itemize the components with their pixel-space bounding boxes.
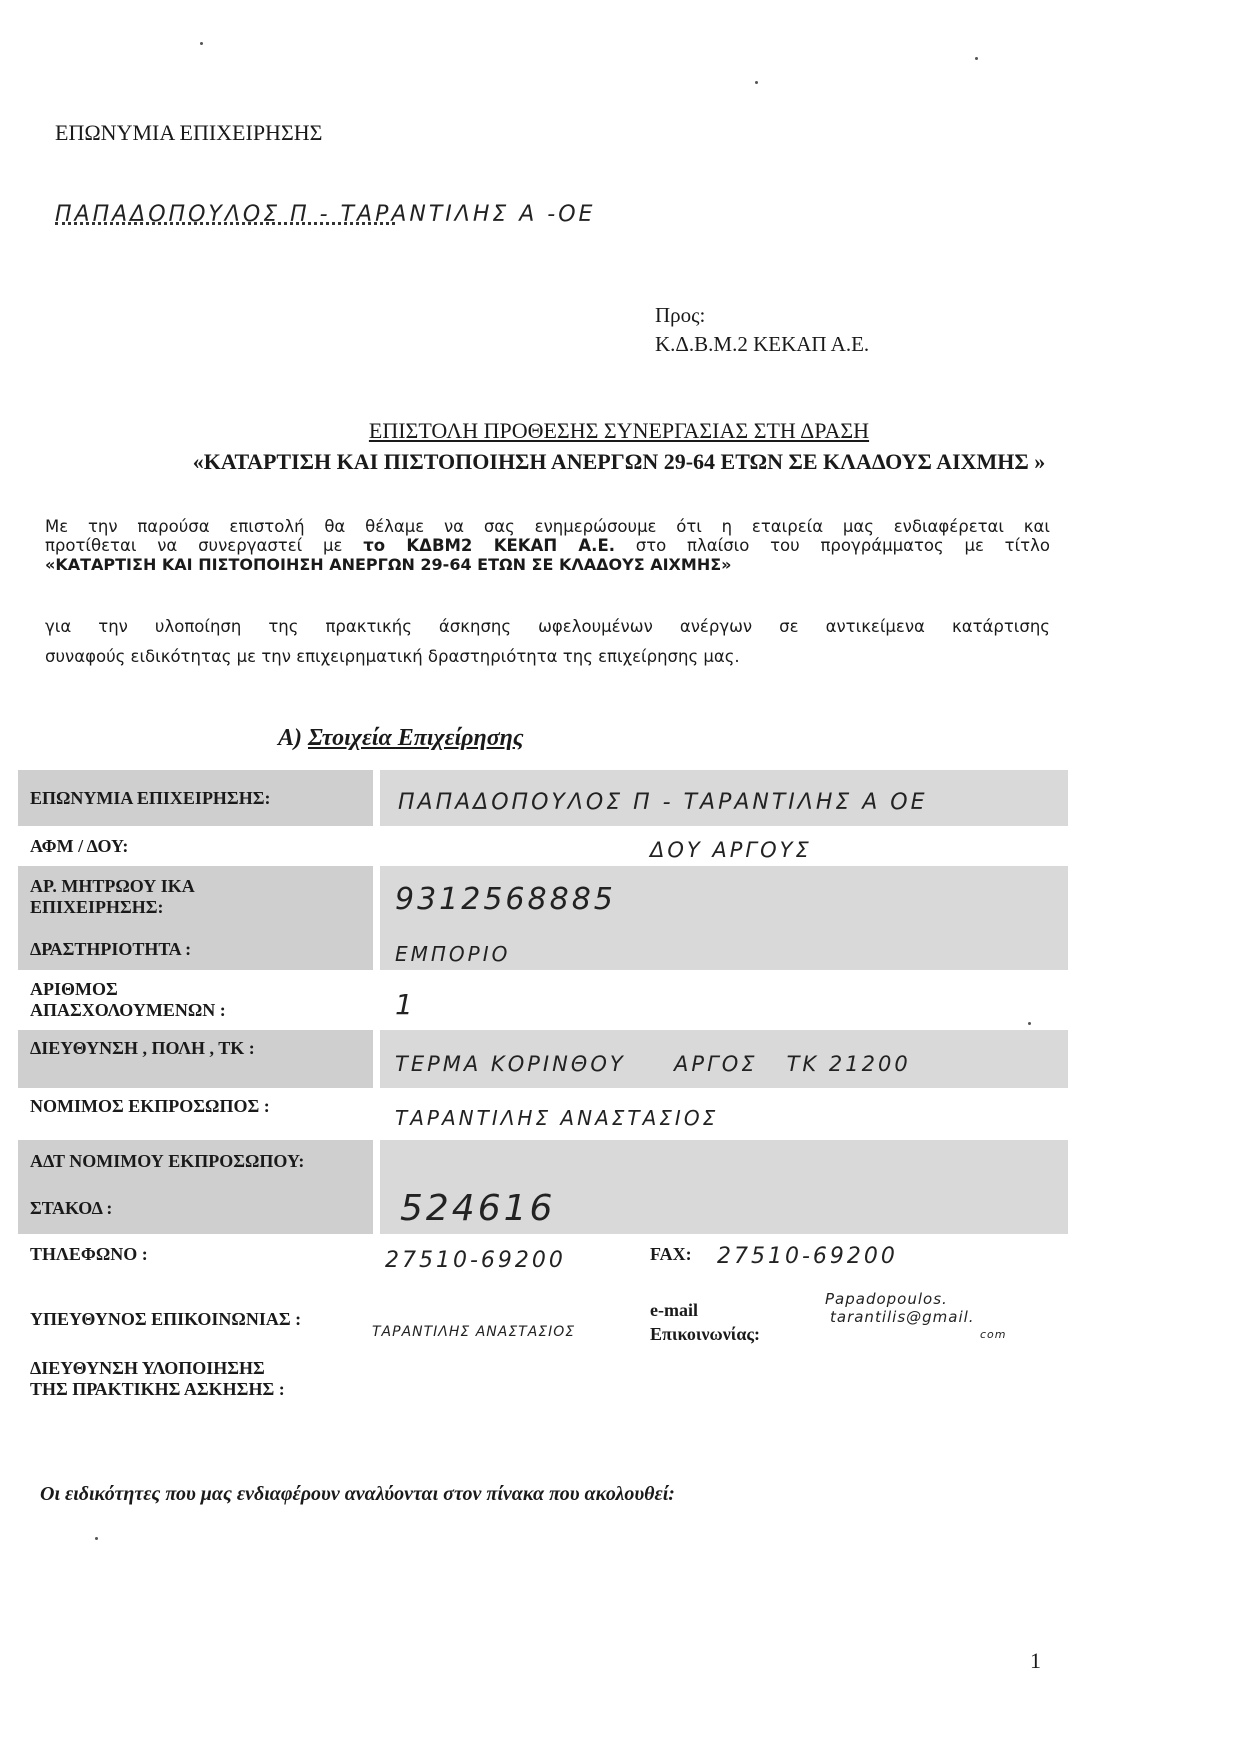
representative-field-value [380,1088,1068,1140]
representative-field-text: ΤΑΡΑΝΤΙΛΗΣ ΑΝΑΣΤΑΣΙΟΣ [395,1106,719,1130]
company-name-handwritten: ΠΑΠΑΔΟΠΟΥΛΟΣ Π - ΤΑΡΑΝΤΙΛΗΣ Α -ΟΕ [55,202,596,227]
intro-line-2 [45,537,1050,556]
recipient-name: Κ.Δ.Β.Μ.2 ΚΕΚΑΠ Α.Ε. [655,332,870,356]
scan-speck [1028,1022,1031,1025]
employees-field-text: 1 [395,988,416,1021]
email-label-line-2: Επικοινωνίας: [650,1324,760,1344]
scan-speck [200,42,203,45]
fax-field-label: FAX: [650,1244,692,1264]
table-row-company [18,770,1068,826]
scan-speck [975,57,978,60]
section-a-prefix: Α) [278,725,308,751]
phone-field-text: 27510-69200 [385,1248,566,1273]
specialties-note: Οι ειδικότητες που μας ενδιαφέρουν αναλύονται στον πίνακα που ακολουθεί: [40,1483,675,1505]
table-row-activity [18,928,1068,970]
dotted-line [55,222,395,225]
afm-field-value [380,826,1068,866]
address-field-value [380,1030,1068,1088]
implementation-field-value [380,1348,1068,1410]
table-row-representative-id [18,1140,1068,1182]
employees-label-line-2: ΑΠΑΣΧΟΛΟΥΜΕΝΩΝ : [30,1000,226,1020]
email-label-line-1: e-mail [650,1300,698,1320]
phone-field-label: ΤΗΛΕΦΩΝΟ : [18,1234,373,1290]
intro-line-2a: προτίθεται να συνεργαστεί με [45,535,364,555]
table-row-ika [18,866,1068,928]
representative-id-field-label: ΑΔΤ ΝΟΜΙΜΟΥ ΕΚΠΡΟΣΩΠΟΥ: [18,1140,373,1182]
program-title: «ΚΑΤΑΡΤΙΣΗ ΚΑΙ ΠΙΣΤΟΠΟΙΗΣΗ ΑΝΕΡΓΩΝ 29-64 ΕΤΩΝ ΣΕ ΚΛΑΔΟΥΣ ΑΙΧΜΗΣ » [192,449,1046,474]
afm-field-text: ΔΟΥ ΑΡΓΟΥΣ [650,838,812,862]
activity-field-value [380,928,1068,970]
contact-field-value [372,1290,1068,1348]
scan-speck [95,1537,98,1540]
section-a-heading [278,725,524,752]
representative-id-field-value [380,1140,1068,1182]
address-field-text: ΤΕΡΜΑ ΚΟΡΙΝΘΟΥ ΑΡΓΟΣ ΤΚ 21200 [395,1052,911,1076]
table-row-afm [18,826,1068,866]
employees-label-line-1: ΑΡΙΘΜΟΣ [30,979,118,999]
table-row-phone [18,1234,1068,1290]
company-field-label: ΕΠΩΝΥΜΙΑ ΕΠΙΧΕΙΡΗΣΗΣ: [18,770,373,826]
email-value-line-1: Papadopoulos. [825,1290,948,1308]
purpose-paragraph [45,612,1050,672]
company-field-value [380,770,1068,826]
employees-field-label [18,970,373,1030]
letter-title: ΕΠΙΣΤΟΛΗ ΠΡΟΘΕΣΗΣ ΣΥΝΕΡΓΑΣΙΑΣ ΣΤΗ ΔΡΑΣΗ [368,418,870,443]
address-field-label: ΔΙΕΥΘΥΝΣΗ , ΠΟΛΗ , ΤΚ : [18,1030,373,1088]
ika-label-line-1: ΑΡ. ΜΗΤΡΩΟΥ ΙΚΑ [30,876,195,896]
table-row-representative [18,1088,1068,1140]
table-row-employees [18,970,1068,1030]
implementation-label-line-1: ΔΙΕΥΘΥΝΣΗ ΥΛΟΠΟΙΗΣΗΣ [30,1358,265,1378]
email-value-line-3: com [980,1328,1007,1341]
intro-line-1: Με την παρούσα επιστολή θα θέλαμε να σας ενημερώσουμε ότι η εταιρεία μας ενδιαφέρεται και [45,517,1050,536]
afm-field-label: ΑΦΜ / ΔΟΥ: [18,826,373,866]
table-row-implementation-address [18,1348,1068,1410]
page-number: 1 [1030,1648,1041,1673]
ika-field-text: 9312568885 [395,882,616,917]
contact-field-text: ΤΑΡΑΝΤΙΛΗΣ ΑΝΑΣΤΑΣΙΟΣ [372,1324,576,1340]
stakod-field-value [380,1182,1068,1234]
representative-field-label: ΝΟΜΙΜΟΣ ΕΚΠΡΟΣΩΠΟΣ : [18,1088,373,1140]
company-field-text: ΠΑΠΑΔΟΠΟΥΛΟΣ Π - ΤΑΡΑΝΤΙΛΗΣ Α ΟΕ [398,790,928,815]
table-row-contact [18,1290,1068,1348]
intro-line-2-bold: το ΚΔΒΜ2 ΚΕΚΑΠ Α.Ε. [363,535,615,555]
table-row-stakod [18,1182,1068,1234]
stakod-field-label: ΣΤΑΚΟΔ : [18,1182,373,1234]
fax-field-text: 27510-69200 [717,1244,898,1269]
phone-field-value [380,1234,1068,1290]
stakod-field-text: 524616 [400,1188,556,1229]
section-a-title: Στοιχεία Επιχείρησης [308,725,524,751]
intro-line-2c: στο πλαίσιο του προγράμματος με τίτλο [614,535,1050,555]
intro-line-3: «ΚΑΤΑΡΤΙΣΗ ΚΑΙ ΠΙΣΤΟΠΟΙΗΣΗ ΑΝΕΡΓΩΝ 29-64 ΕΤΩΝ ΣΕ ΚΛΑΔΟΥΣ ΑΙΧΜΗΣ» [45,554,732,574]
implementation-field-label [18,1348,373,1410]
recipient-label: Προς: [655,303,706,327]
contact-field-label: ΥΠΕΥΘΥΝΟΣ ΕΠΙΚΟΙΝΩΝΙΑΣ : [18,1290,373,1348]
ika-field-value [380,866,1068,928]
employees-field-value [380,970,1068,1030]
company-name-label: ΕΠΩΝΥΜΙΑ ΕΠΙΧΕΙΡΗΣΗΣ [55,120,323,145]
table-row-address [18,1030,1068,1088]
email-value-line-2: tarantilis@gmail. [830,1308,975,1326]
ika-field-label [18,866,373,928]
implementation-label-line-2: ΤΗΣ ΠΡΑΚΤΙΚΗΣ ΑΣΚΗΣΗΣ : [30,1379,285,1399]
activity-field-text: ΕΜΠΟΡΙΟ [395,942,511,966]
scan-speck [755,81,758,84]
purpose-line-2: συναφούς ειδικότητας με την επιχειρηματική δραστηριότητα της επιχείρησης μας. [45,647,740,666]
intro-paragraph [45,518,1050,574]
purpose-line-1: για την υλοποίηση της πρακτικής άσκησης ωφελουμένων ανέργων σε αντικείμενα κατάρτισης [45,617,1050,636]
activity-field-label: ΔΡΑΣΤΗΡΙΟΤΗΤΑ : [18,928,373,970]
ika-label-line-2: ΕΠΙΧΕΙΡΗΣΗΣ: [30,897,164,917]
